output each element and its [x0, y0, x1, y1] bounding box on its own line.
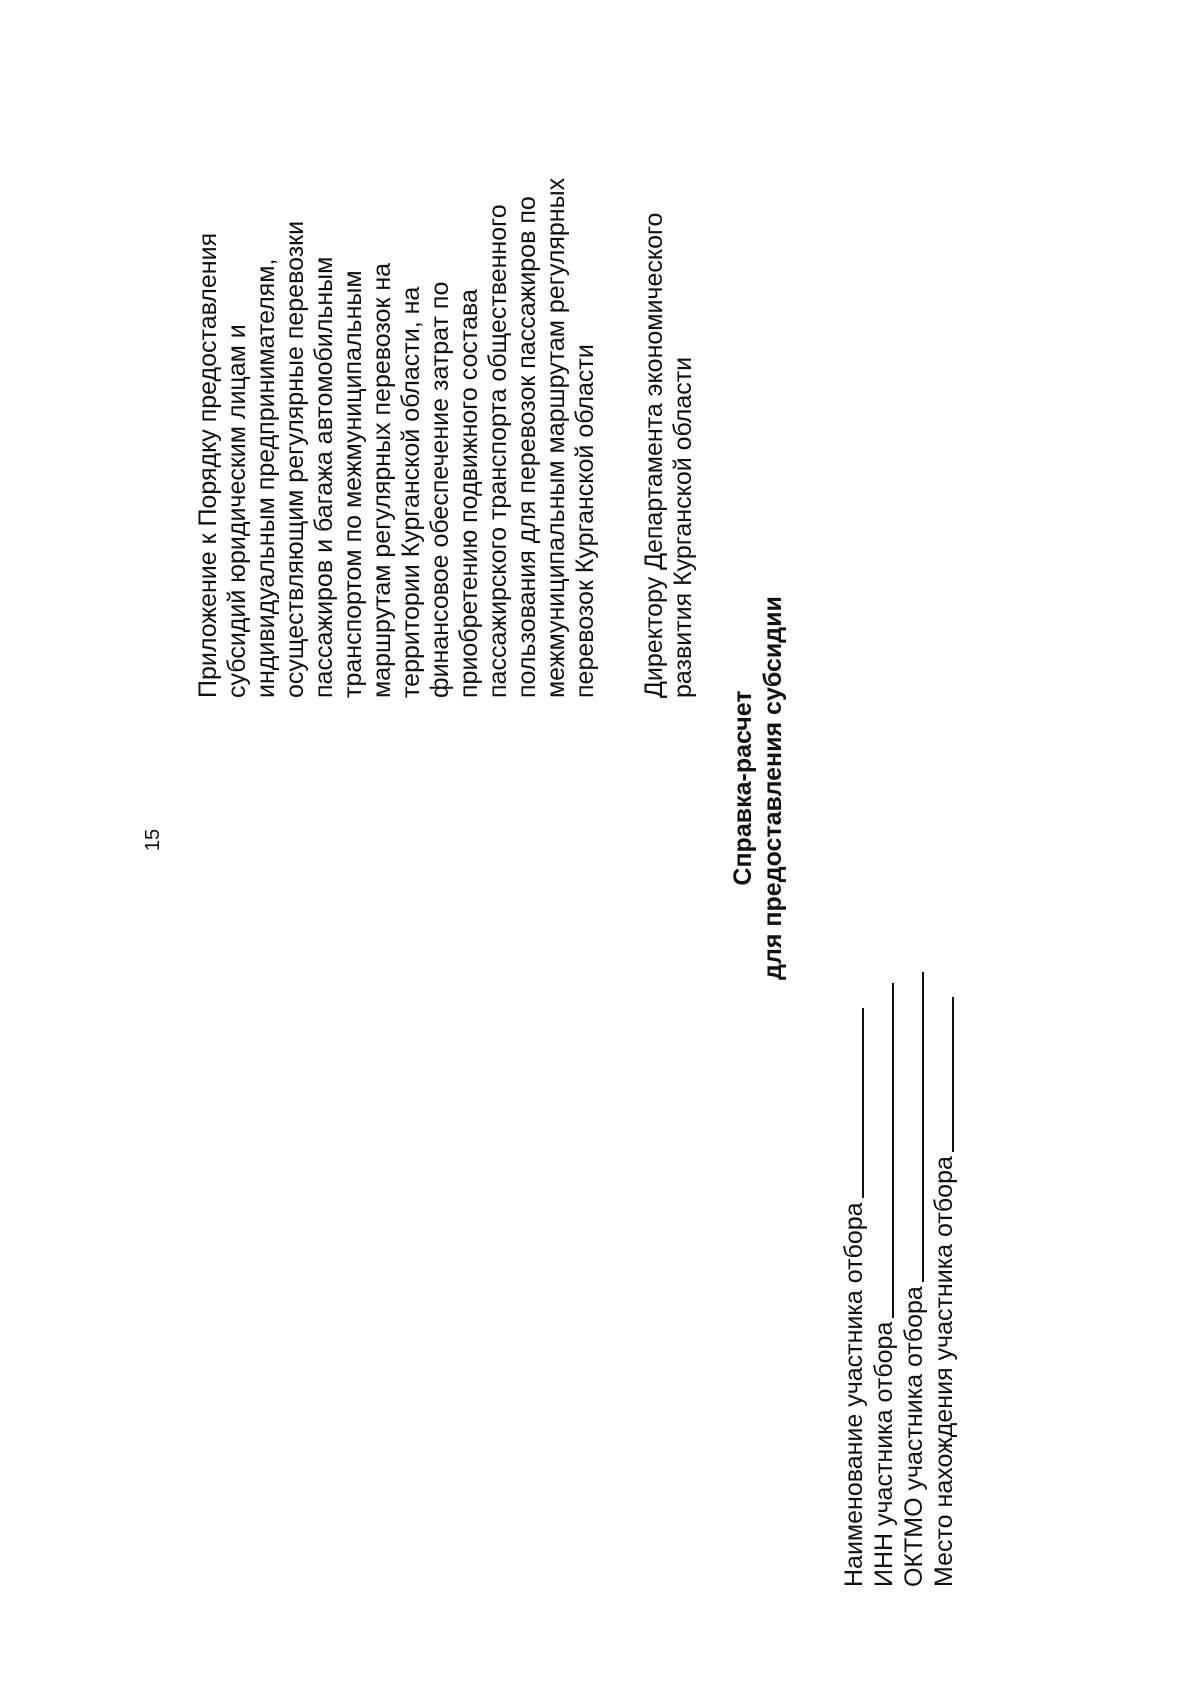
oktmo-label: ОКТМО участника отбора — [900, 1286, 928, 1587]
appendix-line: пассажиров и багажа автомобильным — [310, 256, 338, 698]
location-label: Место нахождения участника отбора — [930, 1156, 958, 1587]
appendix-note — [194, 28, 600, 698]
appendix-line: финансовое обеспечение затрат по — [426, 281, 454, 698]
page-number: 15 — [142, 828, 164, 852]
appendix-line: маршрутам регулярных перевозок на — [368, 262, 396, 698]
participant-name-blank[interactable] — [862, 1008, 864, 1198]
oktmo-blank[interactable] — [922, 972, 924, 1282]
addressee-block — [640, 98, 698, 698]
appendix-line: осуществляющим регулярные перевозки — [281, 220, 309, 698]
oktmo-field — [898, 687, 928, 1587]
appendix-line: Приложение к Порядку предоставления — [194, 232, 222, 698]
addressee-line: Директору Департамента экономического — [640, 212, 668, 698]
appendix-line: индивидуальным предпринимателям, — [252, 258, 280, 698]
participant-fields — [838, 687, 958, 1587]
appendix-line: транспортом по межмуниципальным — [339, 270, 367, 698]
appendix-line: приобретению подвижного состава — [455, 289, 483, 698]
participant-name-field — [838, 687, 868, 1587]
addressee-line: развития Курганской области — [669, 356, 697, 698]
appendix-line: территории Курганской области, на — [397, 286, 425, 698]
inn-blank[interactable] — [892, 983, 894, 1318]
location-field — [928, 687, 958, 1587]
appendix-line: перевозок Курганской области — [571, 344, 599, 698]
title-line-1: Справка-расчет — [729, 690, 757, 886]
appendix-line: субсидий юридическим лицам и — [223, 324, 251, 698]
participant-name-label: Наименование участника отбора — [840, 1202, 868, 1587]
location-blank[interactable] — [952, 997, 954, 1152]
appendix-line: пользования для перевозок пассажиров по — [513, 196, 541, 698]
inn-field — [868, 687, 898, 1587]
inn-label: ИНН участника отбора — [870, 1321, 898, 1587]
title-line-2: для предоставления субсидии — [759, 596, 787, 980]
document-title — [728, 508, 788, 1068]
appendix-line: межмуниципальным маршрутам регулярных — [542, 177, 570, 698]
appendix-line: пассажирского транспорта общественного — [484, 204, 512, 698]
